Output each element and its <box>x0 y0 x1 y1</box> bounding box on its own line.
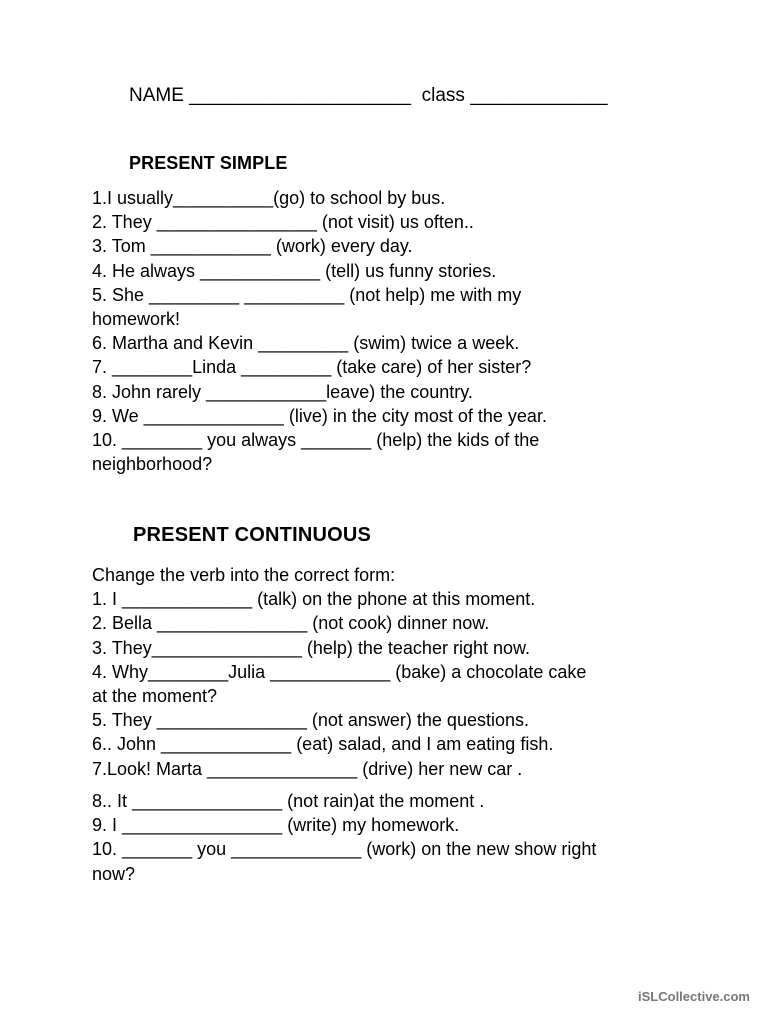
exercise-line: 5. She _________ __________ (not help) me with my <box>92 284 522 305</box>
exercise-line: 8. John rarely ____________leave) the country. <box>92 381 473 402</box>
exercise-line: 4. He always ____________ (tell) us funny stories. <box>92 260 497 281</box>
exercise-line: now? <box>92 863 136 884</box>
present-continuous-exercises-continued <box>92 789 752 886</box>
exercise-line: 1.I usually__________(go) to school by bus. <box>92 188 446 208</box>
present-simple-exercises <box>92 186 752 476</box>
exercise-line: homework! <box>92 308 181 329</box>
watermark: iSLCollective.com <box>638 989 750 1004</box>
exercise-line: 1. I _____________ (talk) on the phone at this moment. <box>92 589 536 610</box>
present-continuous-exercises <box>92 563 752 781</box>
exercise-line: 10. _______ you _____________ (work) on the new show right <box>92 839 597 860</box>
exercise-line: 3. They_______________ (help) the teacher right now. <box>92 637 530 658</box>
present-continuous-heading: PRESENT CONTINUOUS <box>133 524 372 546</box>
exercise-line: 5. They _______________ (not answer) the questions. <box>92 710 529 731</box>
exercise-line: 2. Bella _______________ (not cook) dinner now. <box>92 613 490 634</box>
exercise-line: 7.Look! Marta _______________ (drive) her new car . <box>92 758 523 779</box>
present-simple-heading: PRESENT SIMPLE <box>129 153 288 173</box>
name-class-line: NAME _____________________ class _____________ <box>129 85 608 106</box>
exercise-line: 9. We ______________ (live) in the city most of the year. <box>92 405 547 426</box>
exercise-line: 3. Tom ____________ (work) every day. <box>92 236 413 257</box>
exercise-line: 6.. John _____________ (eat) salad, and I am eating fish. <box>92 734 554 755</box>
exercise-line: 7. ________Linda _________ (take care) of her sister? <box>92 357 532 378</box>
exercise-line: 9. I ________________ (write) my homework. <box>92 815 460 836</box>
exercise-line: at the moment? <box>92 685 218 706</box>
exercise-line: 4. Why________Julia ____________ (bake) a chocolate cake <box>92 661 587 682</box>
exercise-line: 10. ________ you always _______ (help) the kids of the <box>92 429 540 450</box>
instruction-line: Change the verb into the correct form: <box>92 565 396 585</box>
exercise-line: 6. Martha and Kevin _________ (swim) twice a week. <box>92 333 520 354</box>
exercise-line: neighborhood? <box>92 454 213 475</box>
exercise-line: 8.. It _______________ (not rain)at the moment . <box>92 791 485 811</box>
exercise-line: 2. They ________________ (not visit) us often.. <box>92 212 474 233</box>
